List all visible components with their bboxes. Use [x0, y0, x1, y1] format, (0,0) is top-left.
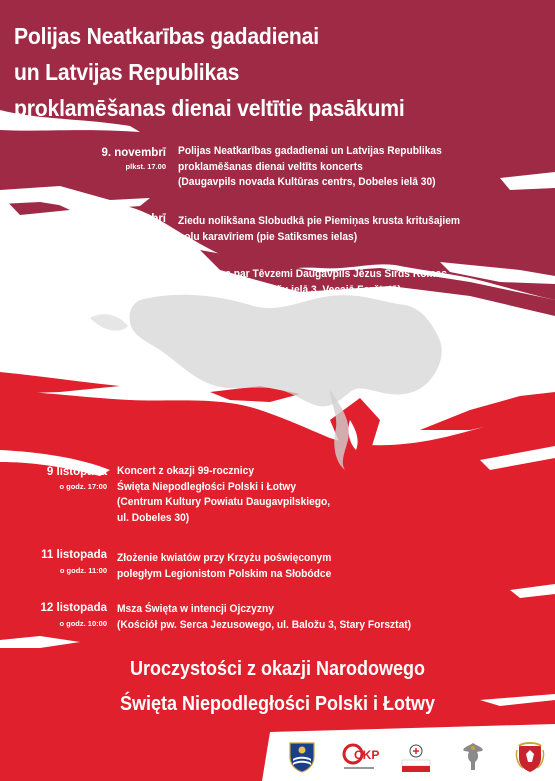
event-line: Złożenie kwiatów przy Krzyżu poświęconym [117, 552, 332, 564]
page-title [14, 18, 502, 126]
event-time: o godz. 10:00 [59, 619, 107, 628]
event-time: o godz. 11:00 [59, 566, 107, 575]
event-date: 12. novembrī [95, 266, 166, 278]
event-line: Polijas Neatkarības gadadienai un Latvijas Republikas [178, 145, 442, 157]
event-line: proklamēšanas dienai veltīts koncerts [178, 160, 363, 173]
footer-title-line: Uroczystości z okazji Narodowego [129, 658, 426, 680]
event-line: (Daugavpils novada Kultūras centrs, Dobeles ielā 30) [178, 176, 436, 188]
event-time: o godz. 17:00 [59, 482, 107, 491]
event-date: 12 listopada [40, 602, 107, 614]
footer-title [0, 652, 555, 722]
event-line: Ziedu nolikšana Slobudkā pie Piemiņas krusta kritušajiem [178, 215, 460, 227]
event-line: Koncert z okazji 99-rocznicy [117, 465, 255, 477]
daugavpils-novads-coat-of-arms-logo [285, 740, 319, 774]
daugavpils-city-coat-of-arms-logo [513, 740, 547, 774]
footer-title-line: Święta Niepodległości Polski i Łotwy [119, 693, 436, 715]
event-line: (Centrum Kultury Powiatu Daugavpilskiego, [117, 496, 331, 508]
event-line: Święta Niepodległości Polski i Łotwy [117, 480, 297, 493]
event-line: ul. Dobeles 30) [117, 511, 190, 524]
ckp-logo-text: CKP [354, 748, 380, 762]
event-time: plkst. 17.00 [125, 162, 166, 171]
event-time: plkst. 11.00 [125, 230, 166, 239]
title-line: un Latvijas Republikas [14, 59, 240, 85]
polish-red-band [0, 390, 555, 781]
eagle-crest-logo [456, 740, 490, 774]
event-date: 11 listopada [41, 549, 107, 561]
event-description [117, 464, 330, 526]
event-date: 9. novembrī [101, 147, 166, 159]
event-time: plkst. 10.00 [125, 283, 166, 292]
event-line: poległym Legionistom Polskim na Słobódce [117, 567, 332, 580]
event-description [117, 551, 331, 582]
event-date: 11. novembrī [95, 213, 166, 225]
event-description [178, 267, 447, 298]
event-line: Svētā Mise par Tēvzemi Daugavpils Jēzus Sirds Romas [178, 268, 447, 280]
event-description [117, 602, 411, 633]
title-line: proklamēšanas dienai veltītie pasākumi [14, 95, 405, 121]
sponsor-logos [285, 738, 547, 776]
event-description [178, 144, 442, 191]
event-line: poļu karavīriem (pie Satiksmes ielas) [178, 230, 358, 243]
event-line: Msza Święta w intencji Ojczyzny [117, 603, 274, 615]
event-line: (Kościół pw. Serca Jezusowego, ul. Baložu 3, Stary Forsztat) [117, 618, 412, 631]
title-line: Polijas Neatkarības gadadienai [14, 23, 319, 49]
event-date: 9 listopada [46, 466, 107, 478]
ckp-logo [342, 740, 380, 774]
map-silhouette [129, 295, 441, 407]
event-line: katoļu baznīcā (Baložu ielā 3, Vecajā Forštatē) [178, 283, 401, 296]
event-description [178, 214, 460, 245]
polish-flag-emblem-logo [399, 740, 433, 774]
